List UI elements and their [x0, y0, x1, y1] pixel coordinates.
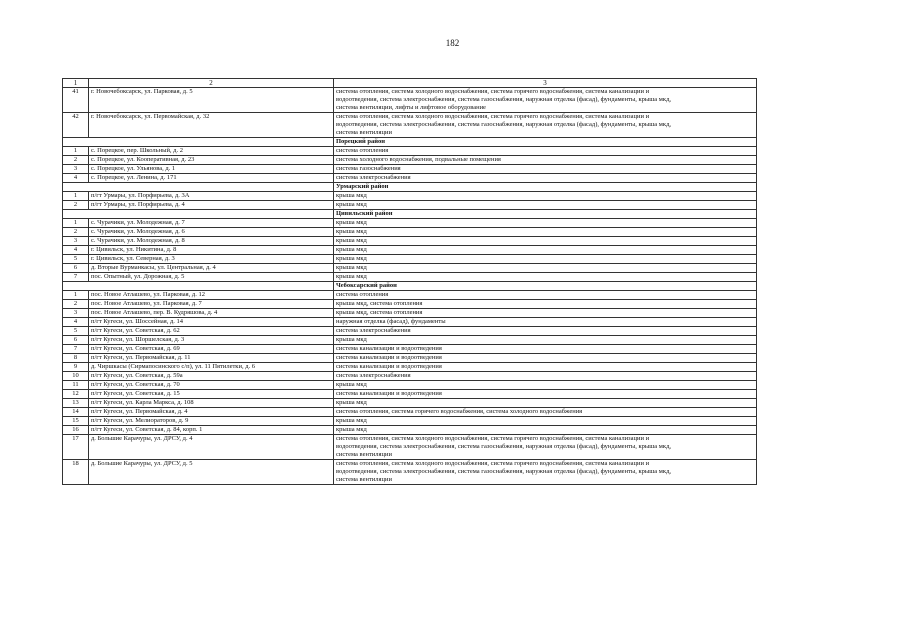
works-line: крыша мкд: [336, 255, 367, 262]
row-number: 41: [63, 88, 89, 113]
building-address: п/гт Кугеси, ул. Советская, д. 69: [89, 345, 334, 354]
district-section-row: [63, 210, 757, 219]
works-line: система вентиляции: [336, 451, 392, 458]
table-row: [63, 201, 757, 210]
row-number: 42: [63, 113, 89, 138]
repair-works: [334, 460, 757, 485]
repair-works: [334, 309, 757, 318]
repair-works: [334, 246, 757, 255]
building-address: с. Порецкое, ул. Ульянова, д. 1: [89, 165, 334, 174]
building-address: п/гт Кугеси, ул. Шоршелская, д. 3: [89, 336, 334, 345]
table-row: [63, 336, 757, 345]
row-number: 4: [63, 318, 89, 327]
table-row: [63, 327, 757, 336]
repair-works: [334, 399, 757, 408]
repair-works: [334, 327, 757, 336]
works-line: система отопления: [336, 147, 389, 154]
works-line: водоотведения, система электроснабжения, система газоснабжения, наружная отделка (фасад), фундаменты, крыша мкд,: [336, 468, 672, 475]
table-row: [63, 219, 757, 228]
building-address: с. Чурачики, ул. Молодежная, д. 6: [89, 228, 334, 237]
row-number: 3: [63, 309, 89, 318]
table-row: [63, 237, 757, 246]
row-number: 1: [63, 219, 89, 228]
table-row: [63, 390, 757, 399]
table-row: [63, 435, 757, 460]
works-line: крыша мкд: [336, 417, 367, 424]
district-section-row: [63, 138, 757, 147]
table-row: [63, 228, 757, 237]
works-line: крыша мкд: [336, 273, 367, 280]
table-row: [63, 381, 757, 390]
row-number: 2: [63, 300, 89, 309]
works-line: система канализации и водоотведения: [336, 354, 442, 361]
table-row: [63, 363, 757, 372]
works-line: водоотведения, система электроснабжения, система газоснабжения, наружная отделка (фасад), фундаменты, крыша мкд,: [336, 443, 672, 450]
building-address: г. Цивильск, ул. Никитина, д. 8: [89, 246, 334, 255]
row-number: 13: [63, 399, 89, 408]
table-row: [63, 156, 757, 165]
row-number: 2: [63, 228, 89, 237]
repair-works: [334, 363, 757, 372]
works-line: крыша мкд: [336, 219, 367, 226]
works-line: система вентиляции: [336, 129, 392, 136]
section-spacer: [63, 210, 334, 219]
repair-works: [334, 426, 757, 435]
repair-works: [334, 300, 757, 309]
row-number: 1: [63, 192, 89, 201]
district-section-row: [63, 183, 757, 192]
table-row: [63, 309, 757, 318]
row-number: 2: [63, 201, 89, 210]
building-address: п/гт Кугеси, ул. Первомайская, д. 4: [89, 408, 334, 417]
works-line: система канализации и водоотведения: [336, 363, 442, 370]
row-number: 12: [63, 390, 89, 399]
building-address: пос. Новое Атлашево, пер. В. Кудряшова, д. 4: [89, 309, 334, 318]
table-row: [63, 372, 757, 381]
repair-works: [334, 417, 757, 426]
table-row: [63, 264, 757, 273]
row-number: 9: [63, 363, 89, 372]
building-address: п/гт Кугеси, ул. Мелиораторов, д. 9: [89, 417, 334, 426]
repair-works: [334, 228, 757, 237]
repair-works: [334, 318, 757, 327]
works-line: система отопления, система холодного водоснабжения, система горячего водоснабжения, система канализации и: [336, 88, 650, 95]
row-number: 3: [63, 165, 89, 174]
row-number: 6: [63, 264, 89, 273]
works-line: крыша мкд: [336, 228, 367, 235]
works-line: крыша мкд: [336, 381, 367, 388]
row-number: 4: [63, 246, 89, 255]
building-address: д. Чиршкасы (Сирмапосинского с/п), ул. 11 Пятилетки, д. 6: [89, 363, 334, 372]
building-address: п/гт Кугеси, ул. Советская, д. 84, корп. 1: [89, 426, 334, 435]
repair-works: [334, 113, 757, 138]
works-line: крыша мкд: [336, 201, 367, 208]
table-row: [63, 345, 757, 354]
works-line: система канализации и водоотведения: [336, 345, 442, 352]
works-line: система отопления, система горячего водоснабжения, система холодного водоснабжения: [336, 408, 583, 415]
works-line: крыша мкд: [336, 336, 367, 343]
building-address: д. Большие Карачуры, ул. ДРСУ, д. 5: [89, 460, 334, 485]
building-address: п/гт Кугеси, ул. Советская, д. 70: [89, 381, 334, 390]
works-line: крыша мкд: [336, 426, 367, 433]
building-address: п/гт Кугеси, ул. Шоссейная, д. 14: [89, 318, 334, 327]
register-table-body: [63, 79, 757, 485]
repair-works: [334, 156, 757, 165]
table-row: [63, 417, 757, 426]
column-header-address: 2: [89, 79, 334, 88]
column-header-number: 1: [63, 79, 89, 88]
works-line: крыша мкд: [336, 237, 367, 244]
repair-works: [334, 336, 757, 345]
works-line: крыша мкд, система отопления: [336, 300, 423, 307]
works-line: система электроснабжения: [336, 327, 411, 334]
building-address: г. Цивильск, ул. Северная, д. 3: [89, 255, 334, 264]
table-row: [63, 300, 757, 309]
works-line: система отопления, система холодного водоснабжения, система горячего водоснабжения, система канализации и: [336, 460, 650, 467]
row-number: 6: [63, 336, 89, 345]
row-number: 18: [63, 460, 89, 485]
table-row: [63, 255, 757, 264]
building-address: п/гт Урмары, ул. Порфирьева, д. 3А: [89, 192, 334, 201]
row-number: 4: [63, 174, 89, 183]
district-name: Урмарский район: [334, 183, 757, 192]
works-line: система электроснабжения: [336, 372, 411, 379]
repair-works: [334, 390, 757, 399]
district-name: Порецкий район: [334, 138, 757, 147]
district-section-row: [63, 282, 757, 291]
building-address: п/гт Кугеси, ул. Советская, д. 59а: [89, 372, 334, 381]
table-row: [63, 460, 757, 485]
building-address: г. Новочебоксарск, ул. Первомайская, д. 32: [89, 113, 334, 138]
works-line: система вентиляции, лифты и лифтовое оборудование: [336, 104, 486, 111]
row-number: 1: [63, 291, 89, 300]
building-address: п/гт Кугеси, ул. Первомайская, д. 11: [89, 354, 334, 363]
repair-works: [334, 219, 757, 228]
table-row: [63, 174, 757, 183]
row-number: 15: [63, 417, 89, 426]
row-number: 8: [63, 354, 89, 363]
table-row: [63, 165, 757, 174]
repair-works: [334, 408, 757, 417]
row-number: 5: [63, 327, 89, 336]
works-line: крыша мкд: [336, 246, 367, 253]
section-spacer: [63, 138, 334, 147]
repair-works: [334, 201, 757, 210]
row-number: 2: [63, 156, 89, 165]
row-number: 7: [63, 345, 89, 354]
table-row: [63, 273, 757, 282]
repair-works: [334, 435, 757, 460]
repair-works: [334, 354, 757, 363]
table-row: [63, 399, 757, 408]
works-line: система электроснабжения: [336, 174, 411, 181]
building-address: п/гт Кугеси, ул. Советская, д. 62: [89, 327, 334, 336]
works-line: наружная отделка (фасад), фундаменты: [336, 318, 446, 325]
works-line: система газоснабжения: [336, 165, 401, 172]
table-header-row: [63, 79, 757, 88]
section-spacer: [63, 282, 334, 291]
building-address: пос. Новое Атлашево, ул. Парковая, д. 7: [89, 300, 334, 309]
page-number: 182: [445, 38, 460, 48]
works-line: крыша мкд: [336, 399, 367, 406]
works-line: водоотведения, система электроснабжения, система газоснабжения, наружная отделка (фасад), фундаменты, крыша мкд,: [336, 96, 672, 103]
works-line: система канализации и водоотведения: [336, 390, 442, 397]
register-table: [62, 78, 757, 485]
repair-works: [334, 345, 757, 354]
works-line: водоотведения, система электроснабжения, система газоснабжения, наружная отделка (фасад), фундаменты, крыша мкд,: [336, 121, 672, 128]
building-address: г. Новочебоксарск, ул. Парковая, д. 5: [89, 88, 334, 113]
works-line: система отопления: [336, 291, 389, 298]
repair-works: [334, 174, 757, 183]
row-number: 7: [63, 273, 89, 282]
section-spacer: [63, 183, 334, 192]
table-row: [63, 246, 757, 255]
works-line: крыша мкд: [336, 264, 367, 271]
building-address: с. Порецкое, ул. Ленина, д. 171: [89, 174, 334, 183]
table-row: [63, 408, 757, 417]
row-number: 11: [63, 381, 89, 390]
repair-works: [334, 165, 757, 174]
works-line: система вентиляции: [336, 476, 392, 483]
building-address: с. Порецкое, ул. Кооперативная, д. 23: [89, 156, 334, 165]
district-name: Чебоксарский район: [334, 282, 757, 291]
works-line: система отопления, система холодного водоснабжения, система горячего водоснабжения, система канализации и: [336, 435, 650, 442]
building-address: д. Большие Карачуры, ул. ДРСУ, д. 4: [89, 435, 334, 460]
repair-works: [334, 237, 757, 246]
table-row: [63, 147, 757, 156]
row-number: 5: [63, 255, 89, 264]
table-row: [63, 291, 757, 300]
repair-works: [334, 264, 757, 273]
building-address: п/гт Кугеси, ул. Карла Маркса, д. 108: [89, 399, 334, 408]
works-line: система холодного водоснабжения, подвальные помещения: [336, 156, 501, 163]
table-row: [63, 113, 757, 138]
repair-works: [334, 291, 757, 300]
district-name: Цивильский район: [334, 210, 757, 219]
repair-works: [334, 147, 757, 156]
table-row: [63, 192, 757, 201]
building-address: с. Чурачики, ул. Молодежная, д. 8: [89, 237, 334, 246]
row-number: 10: [63, 372, 89, 381]
repair-works: [334, 255, 757, 264]
building-address: пос. Опытный, ул. Дорожная, д. 5: [89, 273, 334, 282]
repair-works: [334, 372, 757, 381]
building-address: с. Чурачики, ул. Молодежная, д. 7: [89, 219, 334, 228]
works-line: система отопления, система холодного водоснабжения, система горячего водоснабжения, система канализации и: [336, 113, 650, 120]
building-address: д. Вторые Вурманкасы, ул. Центральная, д. 4: [89, 264, 334, 273]
repair-works: [334, 381, 757, 390]
row-number: 1: [63, 147, 89, 156]
repair-works: [334, 192, 757, 201]
building-address: п/гт Урмары, ул. Порфирьева, д. 4: [89, 201, 334, 210]
table-row: [63, 354, 757, 363]
repair-works: [334, 88, 757, 113]
row-number: 3: [63, 237, 89, 246]
column-header-works: 3: [334, 79, 757, 88]
repair-works: [334, 273, 757, 282]
building-address: п/гт Кугеси, ул. Советская, д. 15: [89, 390, 334, 399]
table-row: [63, 318, 757, 327]
table-row: [63, 426, 757, 435]
row-number: 14: [63, 408, 89, 417]
works-line: крыша мкд, система отопления: [336, 309, 423, 316]
works-line: крыша мкд: [336, 192, 367, 199]
row-number: 16: [63, 426, 89, 435]
row-number: 17: [63, 435, 89, 460]
building-address: с. Порецкое, пер. Школьный, д. 2: [89, 147, 334, 156]
building-address: пос. Новое Атлашево, ул. Парковая, д. 12: [89, 291, 334, 300]
table-row: [63, 88, 757, 113]
